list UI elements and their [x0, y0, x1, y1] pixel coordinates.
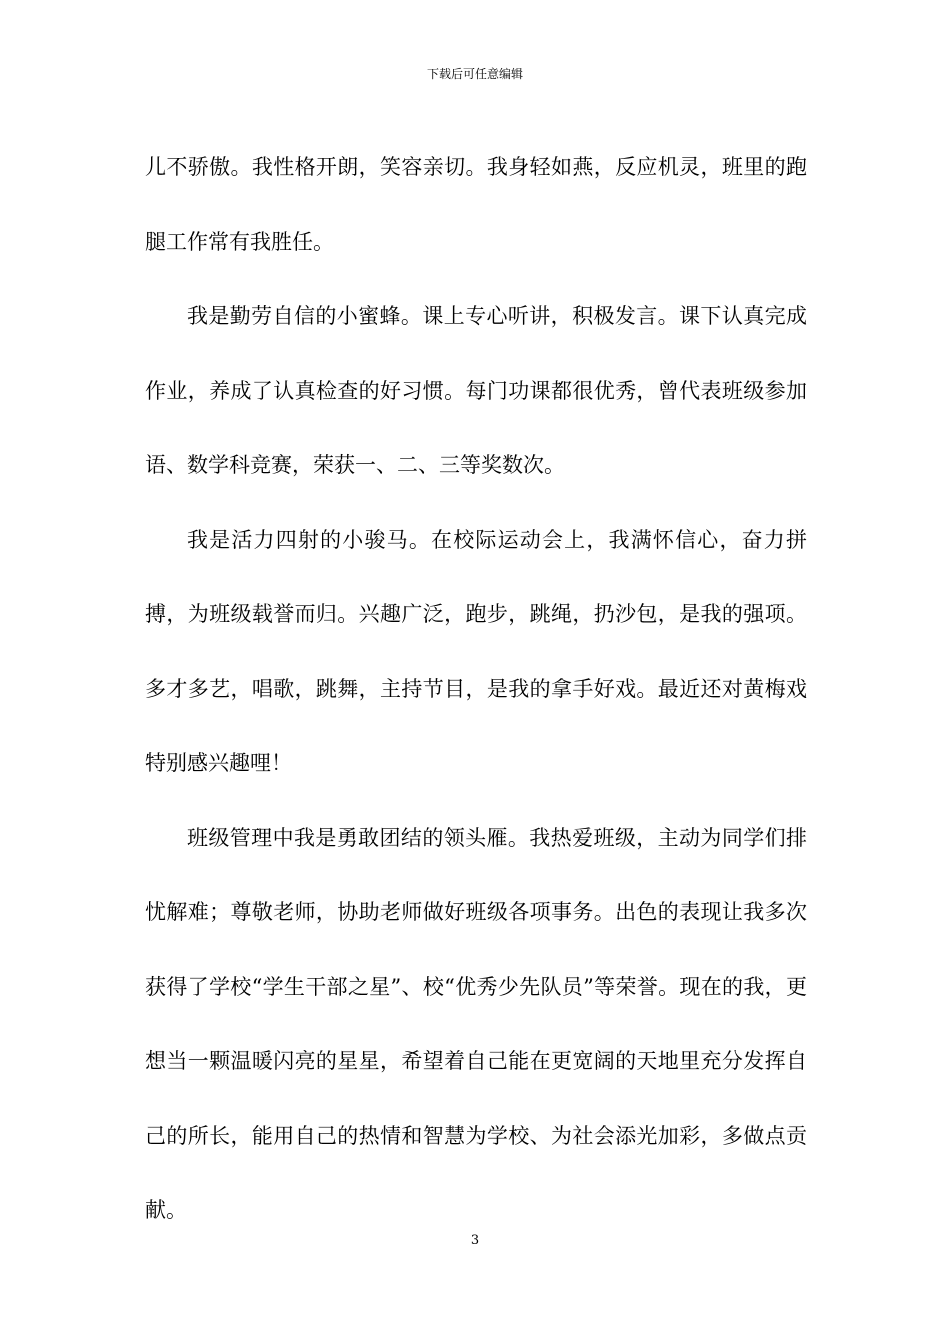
document-body — [145, 130, 807, 1248]
page-header: 下载后可任意编辑 — [426, 67, 523, 81]
paragraph-3: 我是活力四射的小骏马。在校际运动会上，我满怀信心，奋力拼搏，为班级载誉而归。兴趣广泛，跑步，跳绳，扔沙包，是我的强项。多才多艺，唱歌，跳舞，主持节目，是我的拿手好戏。最近还对黄梅戏特别感兴趣哩！ — [145, 527, 807, 775]
paragraph-1: 儿不骄傲。我性格开朗，笑容亲切。我身轻如燕，反应机灵，班里的跑腿工作常有我胜任。 — [145, 155, 807, 254]
paragraph-4: 班级管理中我是勇敢团结的领头雁。我热爱班级，主动为同学们排忧解难；尊敬老师，协助老师做好班级各项事务。出色的表现让我多次获得了学校“学生干部之星”、校“优秀少先队员”等荣誉。现在的我，更想当一颗温暖闪亮的星星，希望着自己能在更宽阔的天地里充分发挥自己的所长，能用自己的热情和智慧为学校、为社会添光加彩，多做点贡献。 — [145, 825, 807, 1222]
paragraph-2: 我是勤劳自信的小蜜蜂。课上专心听讲，积极发言。课下认真完成作业，养成了认真检查的好习惯。每门功课都很优秀，曾代表班级参加语、数学科竞赛，荣获一、二、三等奖数次。 — [145, 304, 807, 477]
page-number: 3 — [470, 1233, 480, 1248]
